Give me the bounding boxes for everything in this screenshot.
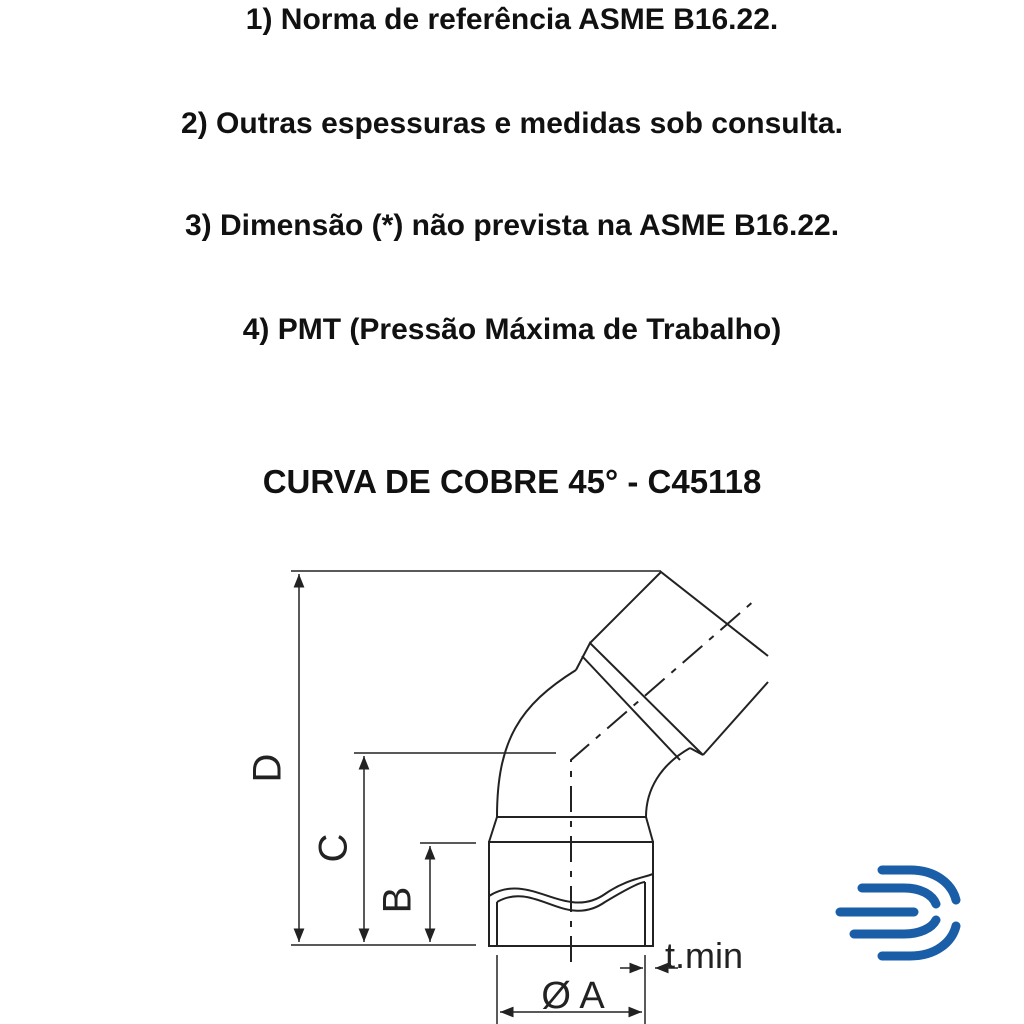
extension-lines [291, 571, 661, 1024]
label-t: t.min [665, 935, 744, 976]
body-inner-curve [646, 748, 690, 817]
fitting-outline [489, 572, 768, 946]
upper-socket-ring [582, 656, 680, 760]
label-b: B [375, 886, 420, 914]
note-3: 3) Dimensão (*) não prevista na ASME B16.22. [184, 209, 840, 242]
label-a: Ø A [541, 975, 605, 1017]
label-c: C [311, 833, 356, 863]
note-1: 1) Norma de referência ASME B16.22. [245, 3, 779, 36]
centerline [571, 600, 755, 962]
company-logo-icon [832, 862, 968, 970]
body-outer-curve [497, 670, 576, 817]
note-4: 4) PMT (Pressão Máxima de Trabalho) [242, 313, 782, 346]
label-d: D [245, 753, 290, 783]
product-title: CURVA DE COBRE 45° - C45118 [262, 463, 762, 500]
upper-socket-top [590, 572, 768, 656]
upper-socket-bottom [703, 682, 768, 755]
note-2: 2) Outras espessuras e medidas sob consulta. [181, 107, 843, 140]
upper-shoulder [576, 643, 703, 755]
